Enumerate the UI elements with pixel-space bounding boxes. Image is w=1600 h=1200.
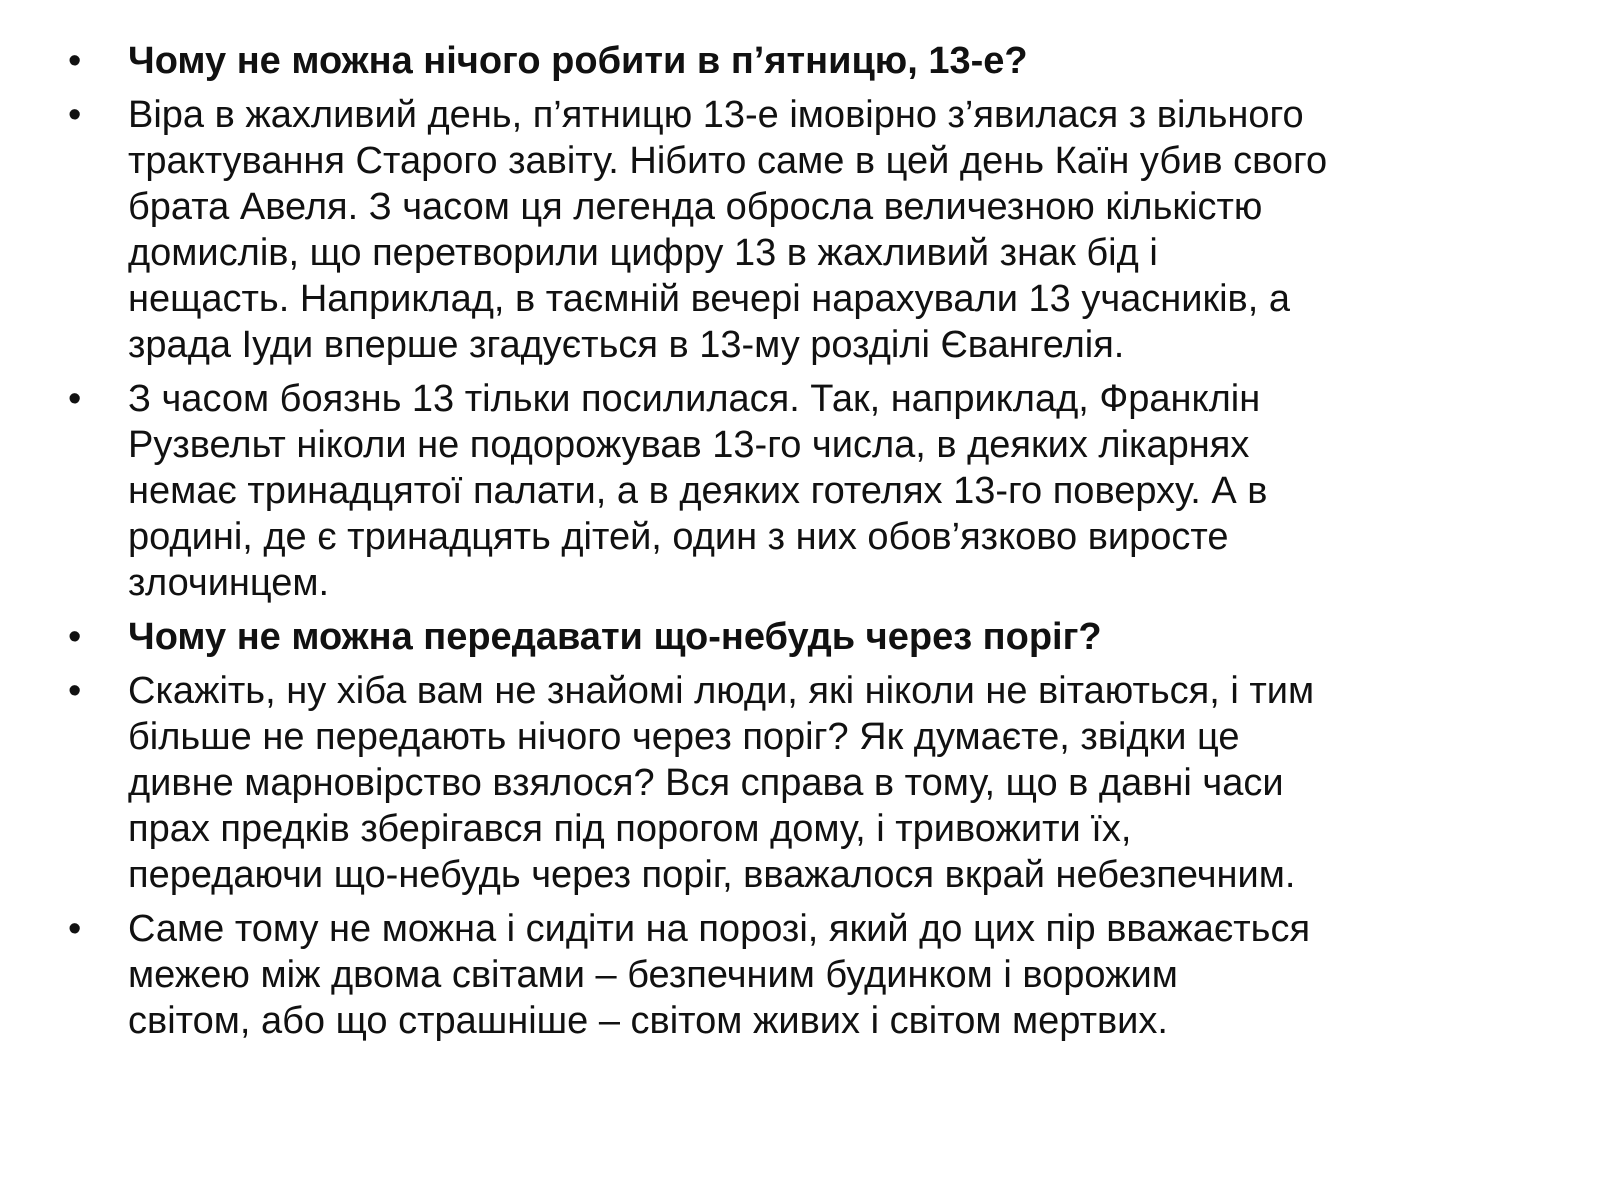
bullet-item-threshold-question xyxy=(66,614,1546,660)
bullet-heading: Чому не можна передавати що-небудь через поріг? xyxy=(128,616,1102,658)
bullet-paragraph: Саме тому не можна і сидіти на порозі, який до цих пір вважається межею між двома світами – безпечним будинком і ворожим світом, або що страшніше – світом живих і світом мертвих. xyxy=(128,908,1311,1042)
bullet-list xyxy=(66,38,1546,1052)
bullet-paragraph: З часом боязнь 13 тільки посилилася. Так, наприклад, Франклін Рузвельт ніколи не подорожував 13-го числа, в деяких лікарнях немає тринадцятої палати, а в деяких готелях 13-го поверху. А в родині, де є тринадцять дітей, один з них обов’язково виросте злочинцем. xyxy=(128,378,1268,604)
bullet-dot-icon: • xyxy=(68,94,82,136)
bullet-item-friday-13-origin xyxy=(66,92,1546,368)
bullet-item-friday-13-question xyxy=(66,38,1546,84)
bullet-dot-icon: • xyxy=(68,670,82,712)
bullet-item-threshold-explanation xyxy=(66,668,1546,898)
bullet-dot-icon: • xyxy=(68,40,82,82)
bullet-dot-icon: • xyxy=(68,908,82,950)
bullet-dot-icon: • xyxy=(68,616,82,658)
bullet-paragraph: Скажіть, ну хіба вам не знайомі люди, які ніколи не вітаються, і тим більше не передають нічого через поріг? Як думаєте, звідки це дивне марновірство взялося? Вся справа в тому, що в давні часи прах предків зберігався під порогом дому, і тривожити їх, передаючи що-небудь через поріг, вважалося вкрай небезпечним. xyxy=(128,670,1315,896)
bullet-item-fear-of-13 xyxy=(66,376,1546,606)
bullet-paragraph: Віра в жахливий день, п’ятницю 13-е імовірно з’явилася з вільного трактування Старого завіту. Нібито саме в цей день Каїн убив свого брата Авеля. З часом ця легенда обросла величезною кількістю домислів, що перетворили цифру 13 в жахливий знак бід і нещасть. Наприклад, в таємній вечері нарахували 13 учасників, а зрада Іуди вперше згадується в 13-му розділі Євангелія. xyxy=(128,94,1328,366)
bullet-item-sitting-on-threshold xyxy=(66,906,1546,1044)
bullet-heading: Чому не можна нічого робити в п’ятницю, 13-е? xyxy=(128,40,1028,82)
bullet-dot-icon: • xyxy=(68,378,82,420)
